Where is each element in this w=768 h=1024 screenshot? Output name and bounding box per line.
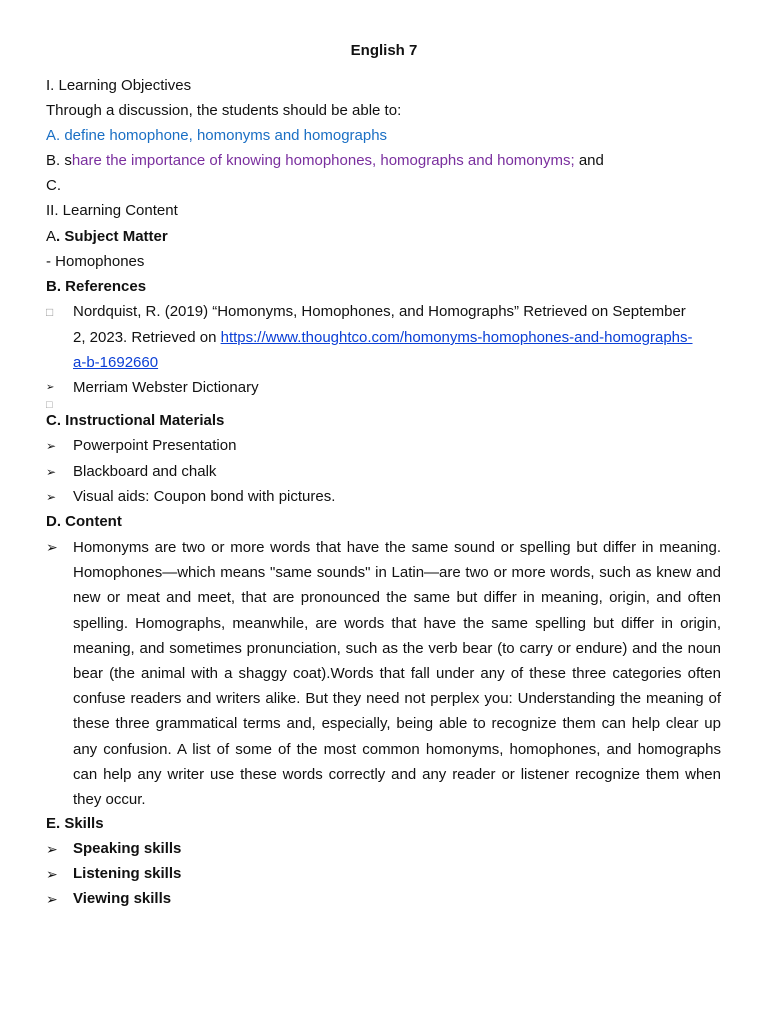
reference-link-continued[interactable]: a-b-1692660: [73, 354, 159, 371]
reference-1-retrieved: 2, 2023. Retrieved on: [73, 329, 221, 346]
objectives-heading: I. Learning Objectives: [46, 77, 192, 94]
material-item: Blackboard and chalk: [73, 463, 217, 480]
skill-item: Speaking skills: [73, 840, 182, 857]
content-paragraph: Homonyms are two or more words that have the same sound or spelling but differ in meaning. Homophones—which means "same sounds" in Latin—are two or more words, such as knew and new or meat and meet, that are pronounced the same but differ in meaning, origin, and often spelling. Homographs, meanwhile, are words that have the same spelling but differ in origin, meaning, and sometimes pronunciation, such as the verb bear (to carry or endure) and the noun bear (the animal with a shaggy coat).Words that fall under any of these three categories often confuse readers and writers alike. But they need not perplex you: Understanding the meaning of these three grammatical terms and, especially, being able to recognize them can help clear up any confusion. A list of some of the most common homonyms, homophones, and homographs can help any writer use these words correctly and any reader or listener recognize them when they occur.: [73, 539, 721, 809]
objective-b-text: hare the importance of knowing homophones, homographs and homonyms;: [71, 152, 575, 169]
material-item: Visual aids: Coupon bond with pictures.: [73, 488, 336, 505]
skill-item: Listening skills: [73, 865, 182, 882]
box-bullet-icon: □: [46, 399, 53, 411]
arrow-bullet-icon: ➢: [46, 465, 57, 479]
reference-2: Merriam Webster Dictionary: [73, 379, 259, 396]
objective-a: A. define homophone, homonyms and homographs: [46, 127, 388, 144]
skill-item: Viewing skills: [73, 890, 172, 907]
material-item: Powerpoint Presentation: [73, 437, 237, 454]
objective-b-prefix: B. s: [46, 152, 72, 169]
box-bullet-icon: □: [46, 305, 54, 319]
subject-matter-heading: [46, 227, 168, 247]
objectives-intro: Through a discussion, the students should be able to:: [46, 102, 402, 119]
references-heading: B. References: [46, 278, 147, 295]
arrow-bullet-icon: ➢: [46, 866, 58, 882]
learning-content-heading: II. Learning Content: [46, 202, 178, 219]
subject-matter-label: A: [46, 228, 57, 245]
subject-item: - Homophones: [46, 253, 145, 270]
reference-1-line-2: [73, 328, 693, 348]
objective-b-suffix: and: [574, 152, 604, 169]
reference-1-line-1: Nordquist, R. (2019) “Homonyms, Homophones, and Homographs” Retrieved on September: [73, 303, 686, 320]
subject-matter-title: . Subject Matter: [56, 228, 168, 245]
objective-b: [46, 151, 604, 171]
arrow-bullet-icon: ➢: [46, 382, 55, 393]
arrow-bullet-icon: ➢: [46, 891, 58, 907]
objective-c: C.: [46, 177, 61, 194]
reference-link[interactable]: https://www.thoughtco.com/homonyms-homophones-and-homographs-: [220, 329, 693, 346]
arrow-bullet-icon: ➢: [46, 439, 57, 453]
arrow-bullet-icon: ➢: [46, 539, 58, 555]
document-title: English 7: [350, 42, 418, 59]
arrow-bullet-icon: ➢: [46, 841, 58, 857]
skills-heading: E. Skills: [46, 815, 104, 832]
arrow-bullet-icon: ➢: [46, 490, 57, 504]
materials-heading: C. Instructional Materials: [46, 412, 225, 429]
content-heading: D. Content: [46, 513, 122, 530]
